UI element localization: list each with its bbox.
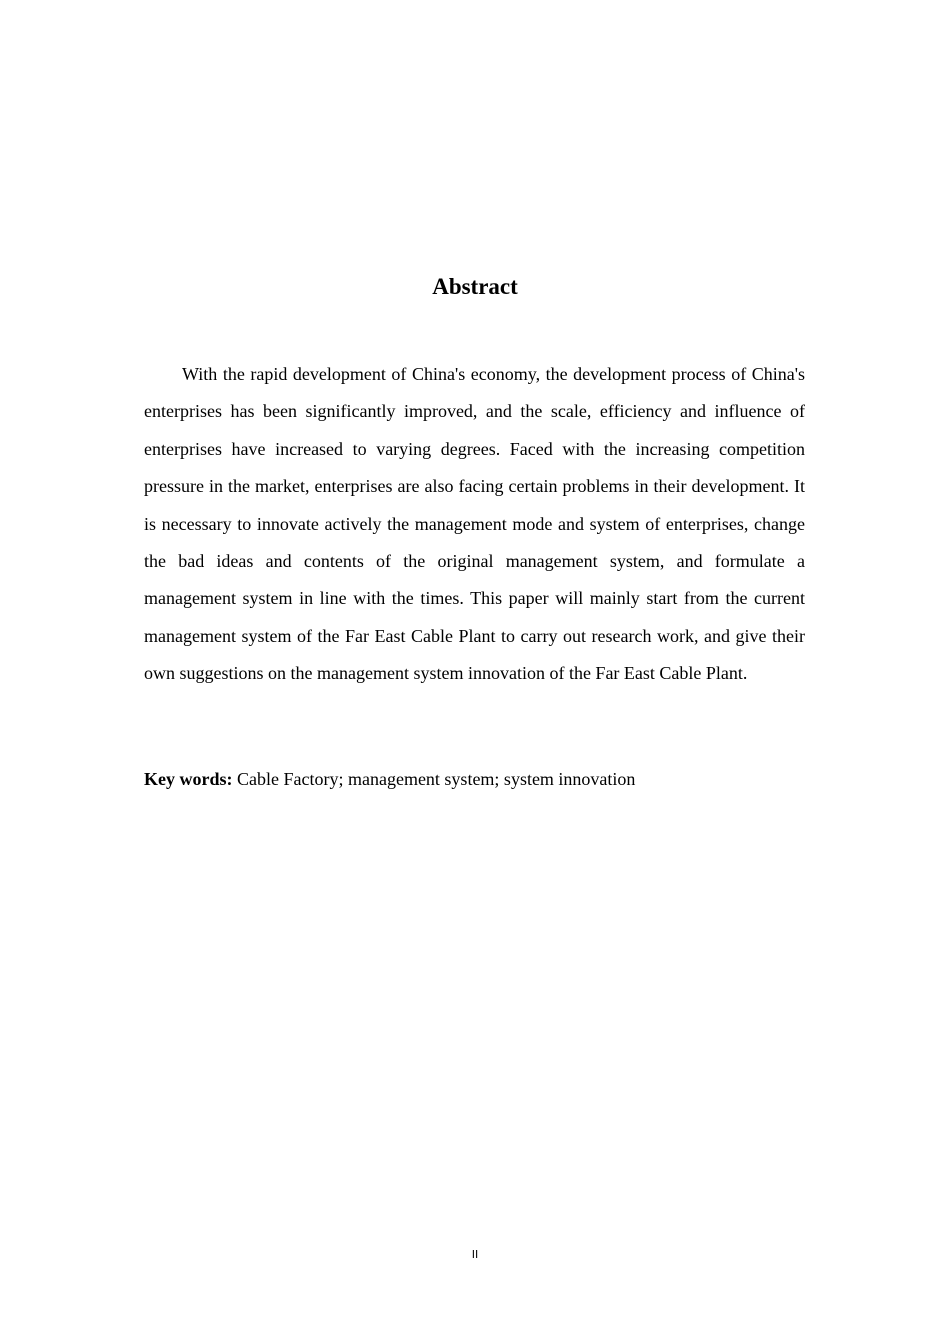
abstract-paragraph: With the rapid development of China's economy, the development process of China's enterprises has been significantly improved, and the scale, efficiency and influence of enterprises have increased to varying degrees. Faced with the increasing competition pressure in the market, enterprises are also facing certain problems in their development. It is necessary to innovate actively the management mode and system of enterprises, change the bad ideas and contents of the original management system, and formulate a management system in line with the times. This paper will mainly start from the current management system of the Far East Cable Plant to carry out research work, and give their own suggestions on the management system innovation of the Far East Cable Plant. <box>144 364 805 684</box>
page-title: Abstract <box>432 274 518 299</box>
keywords-text: Cable Factory; management system; system innovation <box>237 769 636 789</box>
keywords-label: Key words: <box>144 769 233 789</box>
keywords-line <box>144 764 805 794</box>
page-number: II <box>471 1248 479 1261</box>
